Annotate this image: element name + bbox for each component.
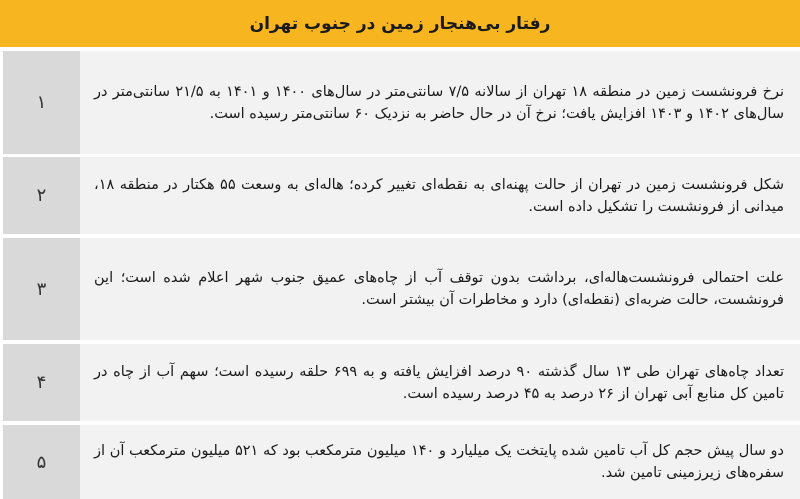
row-text: علت احتمالی فرونشست‌هاله‌ای، برداشت بدون توقف آب از چاه‌های عمیق جنوب شهر اعلام شده است؛ این فرونشست، حالت ضربه‌ای (نقطه‌ای) دارد و مخاطرات آن بیشتر است.	[80, 238, 800, 340]
row-text: تعداد چاه‌های تهران طی ۱۳ سال گذشته ۹۰ درصد افزایش یافته و به ۶۹۹ حلقه رسیده است؛ سهم آب از چاه در تامین کل منابع آبی تهران از ۲۶ درصد به ۴۵ درصد رسیده است.	[80, 344, 800, 421]
row-number: ۲	[3, 157, 80, 234]
row-number: ۵	[3, 425, 80, 499]
row-number: ۱	[3, 51, 80, 154]
table-row	[0, 238, 800, 340]
table-row	[0, 157, 800, 234]
table-title: رفتار بی‌هنجار زمین در جنوب تهران	[0, 0, 800, 47]
row-text: نرخ فرونشست زمین در منطقه ۱۸ تهران از سالانه ۷/۵ سانتی‌متر در سال‌های ۱۴۰۰ و ۱۴۰۱ به ۲۱/۵ سانتی‌متر در سال‌های ۱۴۰۲ و ۱۴۰۳ افزایش یافت؛ نرخ آن در حال حاضر به نزدیک ۶۰ سانتی‌متر رسیده است.	[80, 51, 800, 154]
row-text: شکل فرونشست زمین در تهران از حالت پهنه‌ای به نقطه‌ای تغییر کرده؛ هاله‌ای به وسعت ۵۵ هکتار در منطقه ۱۸، میدانی از فرونشست را تشکیل داده است.	[80, 157, 800, 234]
row-number: ۳	[3, 238, 80, 340]
table-row	[0, 51, 800, 154]
row-number: ۴	[3, 344, 80, 421]
table-row	[0, 344, 800, 421]
table-row	[0, 425, 800, 499]
row-text: دو سال پیش حجم کل آب تامین شده پایتخت یک میلیارد و ۱۴۰ میلیون مترمکعب بود که ۵۲۱ میلیون مترمکعب آن از سفره‌های زیرزمینی تامین شد.	[80, 425, 800, 499]
